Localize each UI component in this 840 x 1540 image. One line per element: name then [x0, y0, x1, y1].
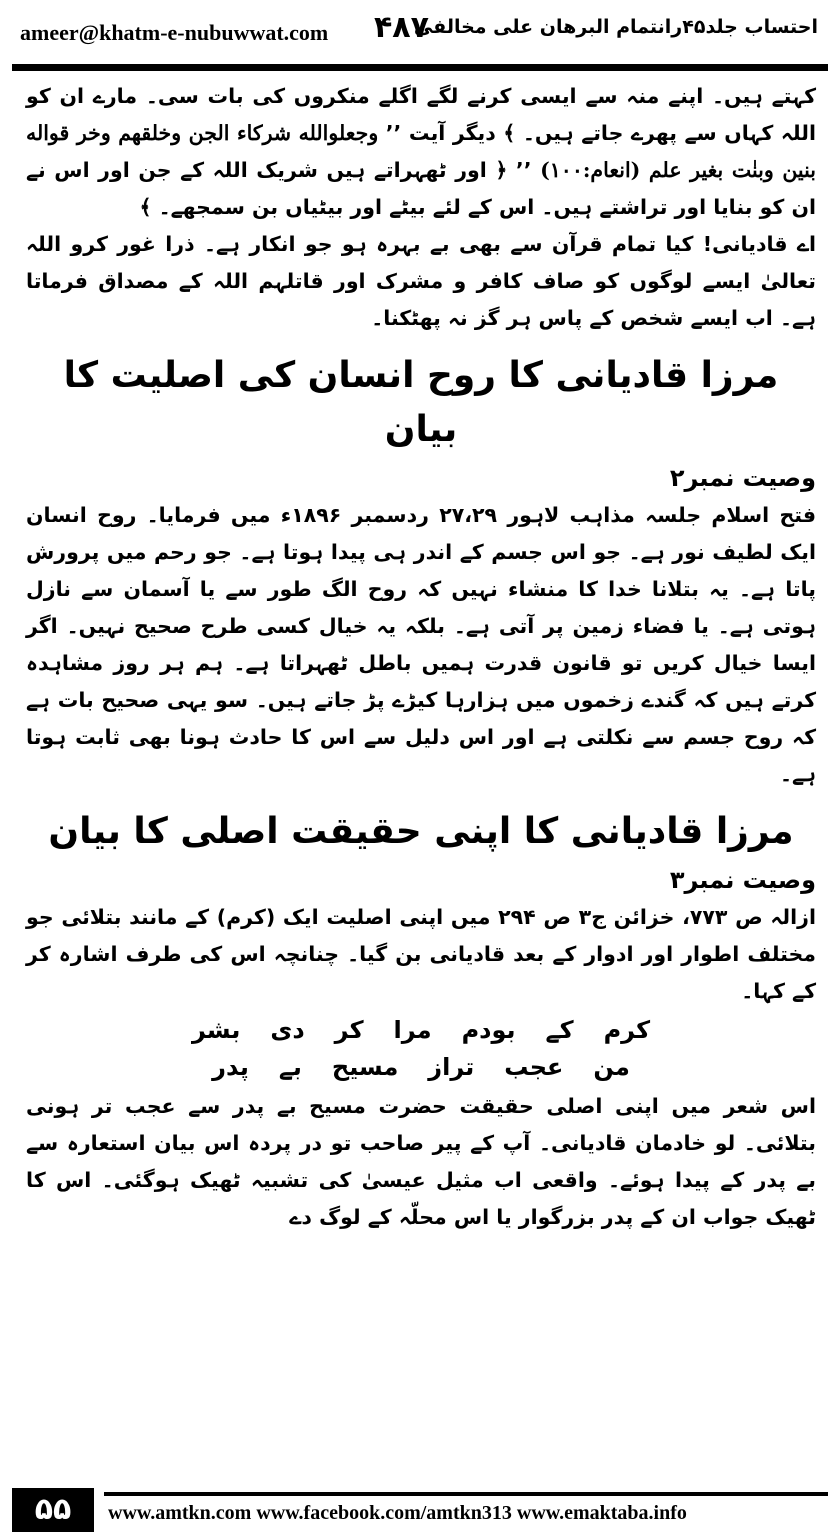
persian-couplet: [26, 1012, 816, 1086]
intro-line-4: ’’ ﴿ اور ٹھہراتے ہیں شریک اللہ کے جن اور اس نے ان کو بنایا اور تراشتے ہیں۔ اس کے لئے بیٹے اور بیٹیاں بن سمجھے۔ ﴾: [26, 158, 816, 219]
verse-word: عجب: [504, 1053, 564, 1081]
wasiyat-2-label: وصیت نمبر۲: [669, 464, 816, 492]
wasiyat-3-label: وصیت نمبر۳: [669, 866, 816, 894]
page-content: [26, 78, 816, 1478]
footer-website-links[interactable]: www.amtkn.com www.facebook.com/amtkn313 www.emaktaba.info: [108, 1502, 687, 1524]
verse-word: بشر: [191, 1016, 241, 1044]
couplet-line-1: [26, 1012, 816, 1049]
header-rule: [12, 64, 828, 71]
verse-word: مرا: [393, 1016, 432, 1044]
intro-line-1: کہتے ہیں۔ اپنے منہ سے ایسی کرنے لگے اگلے منکروں کی بات سی۔ مارے ان کو اللہ کہاں سے: [26, 84, 816, 145]
intro-line-2: پھرے جاتے ہیں۔ ﴾ دیگر آیت ’’: [385, 121, 677, 145]
verse-word: تراز: [428, 1053, 475, 1081]
header-book-title: احتساب جلد۴۵رانتمام البرهان علی مخالفی: [413, 16, 818, 38]
paragraph-3: فتح اسلام جلسہ مذاہب لاہور ۲۷،۲۹ ردسمبر ۱۸۹۶ء میں فرمایا۔ روح انسان ایک لطیف نور ہے۔ جو اس جسم کے اندر ہی پیدا ہوتا ہے۔ جو رحم میں پرورش پاتا ہے۔ یہ بتلانا خدا کا منشاء نہیں کہ روح الگ طور سے یا آسمان سے نازل ہوتی ہے۔ یا فضاء زمین پر آتی ہے۔ بلکہ یہ خیال کسی طرح صحیح نہیں۔ اگر ایسا خیال کریں تو قانون قدرت ہمیں باطل ٹھہراتا ہے۔ ہم ہر روز مشاہدہ کرتے ہیں کہ گندے زخموں میں ہزارہا کیڑے پڑ جاتے ہیں۔ سو یہی صحیح بات ہے کہ روح جسم سے نکلتی ہے اور اس دلیل سے اس کا حادث ہونا بھی ثابت ہوتا ہے۔: [26, 503, 817, 786]
header-page-number: ۴۸۷: [374, 10, 429, 45]
header-email: ameer@khatm-e-nubuwwat.com: [20, 20, 329, 45]
section-heading-1: مرزا قادیانی کا روح انسان کی اصلیت کا بیان: [63, 355, 779, 450]
verse-word: دی: [270, 1016, 305, 1044]
verse-word: مسیح: [331, 1053, 399, 1081]
paragraph-5: اس شعر میں اپنی اصلی حقیقت حضرت مسیح بے پدر سے عجب تر ہونی بتلائی۔ لو خادمان قادیانی۔ آپ کے پیر صاحب تو در پردہ اس بیان استعارہ سے بے پدر کے پیدا ہوئے۔ واقعی اب مثیل عیسیٰ کی تشبیہ ٹھیک ہوگئی۔ اس کا ٹھیک جواب ان کے پدر بزرگوار یا اس محلّہ کے لوگ دے: [26, 1094, 816, 1229]
verse-word: بے: [278, 1053, 302, 1081]
section-heading-2: مرزا قادیانی کا اپنی حقیقت اصلی کا بیان: [48, 811, 794, 852]
footer-page-number: ۵۵: [34, 1492, 72, 1527]
verse-word: بودم: [461, 1016, 516, 1044]
quran-verse: وجعلوالله شركاء الجن وخلقهم وخر قواله بنين وبنٰت بغير علم (انعام:۱۰۰): [26, 121, 816, 182]
verse-word: کر: [334, 1016, 364, 1044]
page-header: [12, 6, 828, 62]
page-footer: [12, 1488, 828, 1532]
verse-word: من: [593, 1053, 630, 1081]
verse-word: کرم: [603, 1016, 651, 1044]
couplet-line-2: [26, 1049, 816, 1086]
verse-word: پدر: [212, 1053, 249, 1081]
paragraph-4: ازالہ ص ۷۷۳، خزائن ج۳ ص ۲۹۴ میں اپنی اصلیت ایک (کرم) کے مانند بتلائی جو مختلف اطوار اور ادوار کے بعد قادیانی بن گیا۔ چنانچہ اس کی طرف اشارہ کر کے کہا۔: [26, 905, 816, 1003]
verse-word: کے: [545, 1016, 574, 1044]
footer-rule: [104, 1492, 828, 1496]
paragraph-2: اے قادیانی! کیا تمام قرآن سے بھی بے بہرہ ہو جو انکار ہے۔ ذرا غور کرو اللہ تعالیٰ ایسے لوگوں کو صاف کافر و مشرک اور قاتلہم اللہ کے مصداق فرماتا ہے۔ اب ایسے شخص کے پاس ہر گز نہ پھٹکنا۔: [26, 232, 816, 330]
intro-paragraph: [26, 78, 816, 226]
